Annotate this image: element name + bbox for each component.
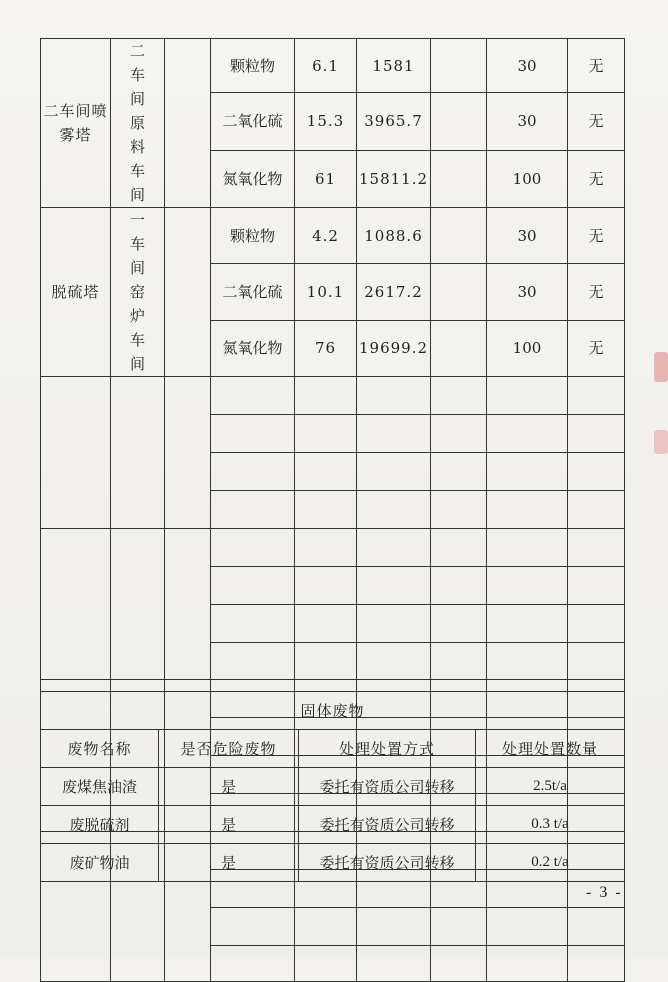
empty-cell: [111, 529, 165, 680]
workshop-name: 二车间原料车间: [111, 39, 165, 208]
hazardous-flag: 是: [159, 844, 299, 882]
table-row: [41, 39, 625, 93]
concentration-value: 61: [295, 150, 357, 207]
empty-cell: [295, 491, 357, 529]
empty-cell: [111, 377, 165, 529]
empty-cell: [487, 946, 568, 982]
limit-value: 100: [487, 320, 568, 376]
empty-cell: [431, 567, 487, 605]
emission-amount: 1581: [357, 39, 431, 93]
empty-cell: [431, 150, 487, 207]
concentration-value: 10.1: [295, 264, 357, 320]
workshop-name: 一车间窑炉车间: [111, 208, 165, 377]
empty-cell: [41, 529, 111, 680]
empty-cell: [211, 567, 295, 605]
empty-cell: [568, 491, 625, 529]
solid-waste-table: [40, 691, 625, 882]
exceed-status: 无: [568, 320, 625, 376]
waste-name: 废煤焦油渣: [41, 768, 159, 806]
pollutant-name: 二氧化硫: [211, 264, 295, 320]
empty-cell: [568, 377, 625, 415]
empty-cell: [357, 415, 431, 453]
empty-cell: [487, 529, 568, 567]
limit-value: 30: [487, 208, 568, 264]
table-row: [41, 806, 625, 844]
emission-amount: 3965.7: [357, 93, 431, 150]
empty-cell: [431, 529, 487, 567]
blank-row: [41, 529, 625, 567]
stamp-mark: [654, 430, 668, 454]
limit-value: 100: [487, 150, 568, 207]
pollutant-name: 颗粒物: [211, 39, 295, 93]
column-header: 废物名称: [41, 730, 159, 768]
empty-cell: [357, 567, 431, 605]
empty-cell: [431, 643, 487, 680]
empty-cell: [431, 453, 487, 491]
empty-cell: [568, 908, 625, 946]
emission-amount: 19699.2: [357, 320, 431, 376]
empty-cell: [295, 605, 357, 643]
empty-cell: [357, 529, 431, 567]
emission-amount: 1088.6: [357, 208, 431, 264]
disposal-amount: 0.3 t/a: [476, 806, 625, 844]
concentration-value: 6.1: [295, 39, 357, 93]
emission-source: 脱硫塔: [41, 208, 111, 377]
limit-value: 30: [487, 93, 568, 150]
empty-cell: [487, 605, 568, 643]
emission-amount: 15811.2: [357, 150, 431, 207]
empty-cell: [211, 377, 295, 415]
empty-cell: [487, 377, 568, 415]
empty-cell: [211, 643, 295, 680]
empty-cell: [431, 377, 487, 415]
empty-cell: [487, 491, 568, 529]
table-row: [41, 208, 625, 264]
empty-cell: [295, 908, 357, 946]
empty-cell: [211, 605, 295, 643]
table-row: [41, 844, 625, 882]
page-number: - 3 -: [586, 884, 623, 901]
exceed-status: 无: [568, 208, 625, 264]
empty-cell: [211, 453, 295, 491]
empty-cell: [295, 377, 357, 415]
empty-cell: [487, 567, 568, 605]
empty-cell: [431, 605, 487, 643]
emission-source: 二车间喷雾塔: [41, 39, 111, 208]
pollutant-name: 颗粒物: [211, 208, 295, 264]
empty-cell: [211, 491, 295, 529]
empty-cell: [211, 946, 295, 982]
empty-cell: [165, 377, 211, 529]
empty-cell: [487, 453, 568, 491]
exceed-status: 无: [568, 39, 625, 93]
empty-cell: [165, 529, 211, 680]
blank-row: [41, 377, 625, 415]
pollutant-name: 二氧化硫: [211, 93, 295, 150]
empty-cell: [568, 415, 625, 453]
empty-cell: [568, 529, 625, 567]
table-header-row: [41, 730, 625, 768]
limit-value: 30: [487, 264, 568, 320]
empty-cell: [357, 491, 431, 529]
exceed-status: 无: [568, 264, 625, 320]
empty-cell: [165, 39, 211, 208]
column-header: 处理处置方式: [299, 730, 476, 768]
empty-cell: [165, 208, 211, 377]
section-title: 固体废物: [41, 692, 625, 730]
empty-cell: [357, 908, 431, 946]
disposal-amount: 0.2 t/a: [476, 844, 625, 882]
empty-cell: [211, 529, 295, 567]
column-header: 是否危险废物: [159, 730, 299, 768]
blank-rows: [41, 377, 625, 982]
empty-cell: [431, 208, 487, 264]
waste-name: 废脱硫剂: [41, 806, 159, 844]
empty-cell: [431, 415, 487, 453]
table-row: [41, 768, 625, 806]
empty-cell: [211, 908, 295, 946]
empty-cell: [357, 643, 431, 680]
emission-amount: 2617.2: [357, 264, 431, 320]
empty-cell: [295, 415, 357, 453]
pollutant-name: 氮氧化物: [211, 320, 295, 376]
empty-cell: [487, 643, 568, 680]
disposal-method: 委托有资质公司转移: [299, 844, 476, 882]
empty-cell: [431, 264, 487, 320]
empty-cell: [431, 320, 487, 376]
empty-cell: [568, 567, 625, 605]
empty-cell: [357, 453, 431, 491]
hazardous-flag: 是: [159, 768, 299, 806]
empty-cell: [295, 643, 357, 680]
exceed-status: 无: [568, 93, 625, 150]
column-header: 处理处置数量: [476, 730, 625, 768]
empty-cell: [295, 567, 357, 605]
waste-name: 废矿物油: [41, 844, 159, 882]
disposal-method: 委托有资质公司转移: [299, 806, 476, 844]
empty-cell: [431, 39, 487, 93]
empty-cell: [295, 453, 357, 491]
stamp-mark: [654, 352, 668, 382]
empty-cell: [431, 491, 487, 529]
concentration-value: 15.3: [295, 93, 357, 150]
empty-cell: [357, 605, 431, 643]
empty-cell: [487, 415, 568, 453]
empty-cell: [41, 377, 111, 529]
limit-value: 30: [487, 39, 568, 93]
empty-cell: [357, 946, 431, 982]
empty-cell: [568, 643, 625, 680]
empty-cell: [431, 93, 487, 150]
concentration-value: 76: [295, 320, 357, 376]
empty-cell: [487, 908, 568, 946]
exceed-status: 无: [568, 150, 625, 207]
empty-cell: [568, 946, 625, 982]
pollutant-name: 氮氧化物: [211, 150, 295, 207]
empty-cell: [568, 605, 625, 643]
concentration-value: 4.2: [295, 208, 357, 264]
disposal-method: 委托有资质公司转移: [299, 768, 476, 806]
empty-cell: [211, 415, 295, 453]
empty-cell: [431, 908, 487, 946]
disposal-amount: 2.5t/a: [476, 768, 625, 806]
empty-cell: [568, 453, 625, 491]
empty-cell: [295, 529, 357, 567]
empty-cell: [295, 946, 357, 982]
empty-cell: [431, 946, 487, 982]
empty-cell: [357, 377, 431, 415]
hazardous-flag: 是: [159, 806, 299, 844]
